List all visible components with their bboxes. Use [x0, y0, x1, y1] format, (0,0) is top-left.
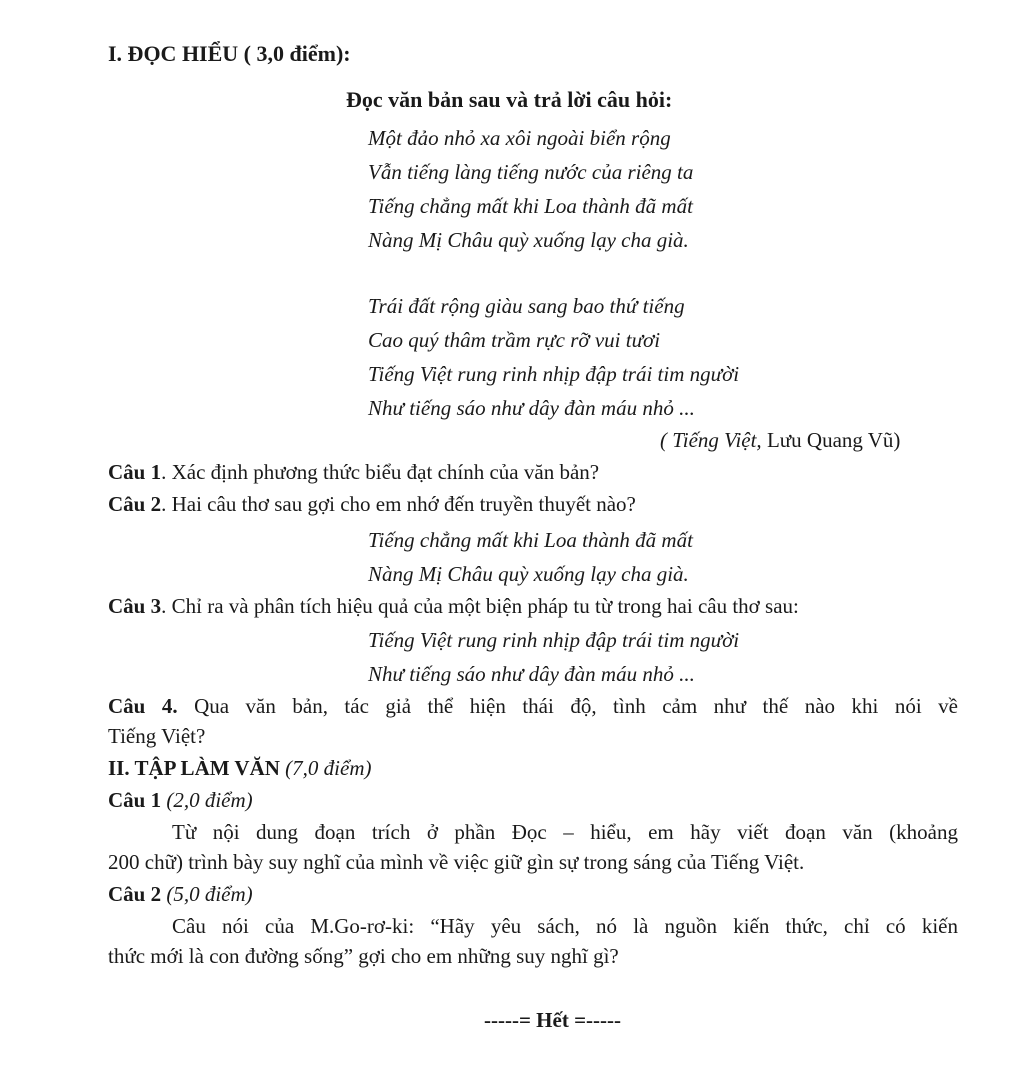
- essay-question-2-text-line-1: Câu nói của M.Go-rơ-ki: “Hãy yêu sách, nó là nguồn kiến thức, chỉ có kiến: [172, 914, 958, 938]
- source-title: ( Tiếng Việt,: [660, 428, 762, 452]
- poem-line: Cao quý thâm trầm rực rỡ vui tươi: [368, 328, 661, 352]
- essay-question-2-label: Câu 2: [108, 882, 162, 906]
- essay-question-2-points: (5,0 điểm): [161, 882, 253, 906]
- part2-heading-points: (7,0 điểm): [279, 756, 372, 780]
- essay-question-2-text-line-2: thức mới là con đường sống” gợi cho em những suy nghĩ gì?: [108, 944, 619, 968]
- essay-question-1-text-line-1: Từ nội dung đoạn trích ở phần Đọc – hiểu, em hãy viết đoạn văn (khoảng: [172, 820, 958, 844]
- quoted-poem-line: Nàng Mị Châu quỳ xuống lạy cha già.: [368, 562, 689, 586]
- part2-heading-title: II. TẬP LÀM VĂN: [108, 756, 280, 780]
- poem-line: Trái đất rộng giàu sang bao thứ tiếng: [368, 294, 685, 318]
- question-4-text: Qua văn bản, tác giả thể hiện thái độ, tình cảm như thế nào khi nói về: [177, 694, 958, 718]
- question-4-line-1: [108, 692, 958, 720]
- part2-heading: [108, 754, 371, 782]
- poem-source: [660, 426, 900, 454]
- poem-line: Như tiếng sáo như dây đàn máu nhỏ ...: [368, 396, 695, 420]
- question-3: [108, 592, 799, 620]
- quoted-poem-line: Tiếng chẳng mất khi Loa thành đã mất: [368, 528, 693, 552]
- question-1-label: Câu 1: [108, 460, 162, 484]
- reading-instruction: Đọc văn bản sau và trả lời câu hỏi:: [346, 87, 673, 112]
- quoted-poem-line: Tiếng Việt rung rinh nhịp đập trái tim người: [368, 628, 740, 652]
- question-1: [108, 458, 599, 486]
- essay-question-1-label: Câu 1: [108, 788, 162, 812]
- question-1-text: . Xác định phương thức biểu đạt chính của văn bản?: [161, 460, 600, 484]
- end-mark: -----= Hết =-----: [484, 1008, 622, 1032]
- poem-line: Tiếng chẳng mất khi Loa thành đã mất: [368, 194, 693, 218]
- essay-question-1-points: (2,0 điểm): [161, 788, 253, 812]
- question-4-label: Câu 4.: [108, 694, 178, 718]
- source-author: Lưu Quang Vũ): [761, 428, 901, 452]
- quoted-poem-line: Như tiếng sáo như dây đàn máu nhỏ ...: [368, 662, 695, 686]
- question-2-label: Câu 2: [108, 492, 162, 516]
- essay-question-2: [108, 880, 253, 908]
- poem-line: Nàng Mị Châu quỳ xuống lạy cha già.: [368, 228, 689, 252]
- poem-line: Vẫn tiếng làng tiếng nước của riêng ta: [368, 160, 694, 184]
- question-3-label: Câu 3: [108, 594, 162, 618]
- poem-line: Một đảo nhỏ xa xôi ngoài biển rộng: [368, 126, 671, 150]
- question-2-text: . Hai câu thơ sau gợi cho em nhớ đến truyền thuyết nào?: [161, 492, 636, 516]
- question-4-line-2: Tiếng Việt?: [108, 724, 206, 748]
- essay-question-1-text-line-2: 200 chữ) trình bày suy nghĩ của mình về việc giữ gìn sự trong sáng của Tiếng Việt.: [108, 850, 805, 874]
- poem-line: Tiếng Việt rung rinh nhịp đập trái tim người: [368, 362, 740, 386]
- essay-question-1: [108, 786, 253, 814]
- question-2: [108, 490, 636, 518]
- part1-heading: I. ĐỌC HIỂU ( 3,0 điểm):: [108, 41, 351, 66]
- question-3-text: . Chỉ ra và phân tích hiệu quả của một biện pháp tu từ trong hai câu thơ sau:: [161, 594, 799, 618]
